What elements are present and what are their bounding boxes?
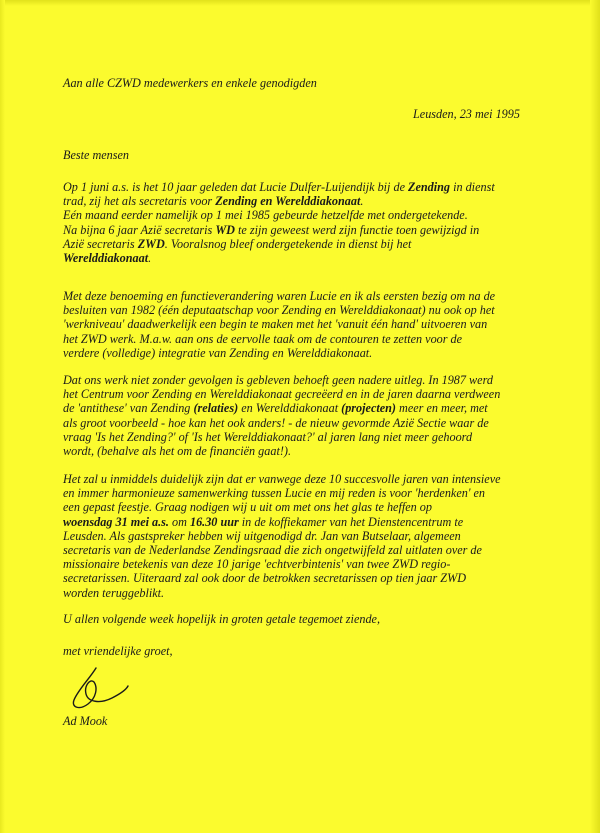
text-run: missionaire betekenis van deze 10 jarige 'echtverbintenis' van twee ZWD regio- bbox=[63, 557, 451, 572]
paragraph-line bbox=[63, 486, 533, 500]
paragraph-line bbox=[63, 317, 533, 331]
text-run: een gepast feestje. Graag nodigen wij u uit om met ons het glas te heffen op bbox=[63, 500, 432, 515]
paragraph-line bbox=[63, 208, 533, 222]
text-run: U allen volgende week hopelijk in groten getale tegemoet ziende, bbox=[63, 612, 380, 626]
paragraph-line bbox=[63, 180, 533, 194]
bold-text-run: (projecten) bbox=[341, 401, 396, 416]
paragraph-3 bbox=[63, 373, 533, 458]
paragraph-line bbox=[63, 472, 533, 486]
paragraph-line bbox=[63, 223, 533, 237]
text-run: en Werelddiakonaat bbox=[238, 401, 342, 416]
bold-text-run: woensdag 31 mei a.s. bbox=[63, 514, 169, 529]
paragraph-line bbox=[63, 373, 533, 387]
letter-date: Leusden, 23 mei 1995 bbox=[413, 107, 520, 121]
bold-text-run: Zending en Werelddiakonaat bbox=[215, 194, 361, 209]
paragraph-line bbox=[63, 346, 533, 360]
text-run: Dat ons werk niet zonder gevolgen is gebleven behoeft geen nadere uitleg. In 1987 werd bbox=[63, 373, 493, 387]
text-run: besluiten van 1982 (één deputaatschap voor Zending en Werelddiakonaat) nu ook op het bbox=[63, 303, 495, 318]
paragraph-line bbox=[63, 515, 533, 529]
text-run: het ZWD werk. M.a.w. aan ons de eervolle taak om de contouren te zetten voor de bbox=[63, 331, 463, 346]
paragraph-line bbox=[63, 557, 533, 571]
paragraph-line bbox=[63, 571, 533, 585]
paragraph-line bbox=[63, 237, 533, 251]
bold-text-run: 16.30 uur bbox=[189, 514, 239, 529]
paragraph-4 bbox=[63, 472, 533, 600]
text-run: meer en meer, met bbox=[395, 401, 488, 416]
text-run: Azië secretaris bbox=[63, 236, 138, 251]
bold-text-run: (relaties) bbox=[193, 401, 239, 416]
salutation: Beste mensen bbox=[63, 148, 129, 162]
text-run: Na bijna 6 jaar Azië secretaris bbox=[63, 222, 216, 237]
text-run: . bbox=[360, 194, 364, 209]
paper-edge-left bbox=[0, 0, 5, 833]
paragraph-line bbox=[63, 529, 533, 543]
paragraph-line bbox=[63, 444, 533, 458]
text-run: verdere (volledige) integratie van Zending en Werelddiakonaat. bbox=[63, 345, 373, 360]
paragraph-line bbox=[63, 194, 533, 208]
text-run: secretaris van de Nederlandse Zendingsraad die zich ongetwijfeld zal uitlaten over de bbox=[63, 543, 482, 558]
signatory-name: Ad Mook bbox=[63, 714, 108, 728]
text-run: Leusden. Als gastspreker hebben wij uitgenodigd dr. Jan van Butselaar, algemeen bbox=[63, 528, 461, 543]
text-run: 'werkniveau' daadwerkelijk een begin te maken met het 'vanuit één hand' uitvoeren van bbox=[63, 317, 488, 332]
paragraph-line bbox=[63, 332, 533, 346]
text-run: . bbox=[148, 251, 152, 266]
text-run: als groot voorbeeld - hoe kan het ook anders! - de nieuw gevormde Azië Sectie waar de bbox=[63, 415, 489, 430]
text-run: om bbox=[168, 514, 190, 529]
paragraph-line bbox=[63, 586, 533, 600]
text-run: worden teruggeblikt. bbox=[63, 585, 165, 600]
bold-text-run: ZWD bbox=[137, 236, 165, 251]
paragraph-line bbox=[63, 387, 533, 401]
text-run: Op 1 juni a.s. is het 10 jaar geleden dat Lucie Dulfer-Luijendijk bij de bbox=[63, 180, 409, 194]
text-run: de 'antithese' van Zending bbox=[63, 401, 194, 416]
text-run: te zijn geweest werd zijn functie toen gewijzigd in bbox=[234, 222, 480, 237]
paragraph-2 bbox=[63, 289, 533, 360]
text-run: Met deze benoeming en functieverandering waren Lucie en ik als eersten bezig om na de bbox=[63, 289, 496, 303]
paragraph-line bbox=[63, 543, 533, 557]
paragraph-line bbox=[63, 289, 533, 303]
bold-text-run: Zending bbox=[408, 180, 451, 194]
bold-text-run: Werelddiakonaat bbox=[63, 251, 149, 266]
paragraph-line bbox=[63, 430, 533, 444]
paragraph-line bbox=[63, 612, 533, 626]
text-run: . Vooralsnog bleef ondergetekende in dienst bij het bbox=[164, 236, 412, 251]
text-run: wordt, (behalve als het om de financiën gaat!). bbox=[63, 444, 292, 459]
paragraph-line bbox=[63, 303, 533, 317]
text-run: Eén maand eerder namelijk op 1 mei 1985 gebeurde hetzelfde met ondergetekende. bbox=[63, 208, 468, 223]
text-run: in dienst bbox=[450, 180, 495, 194]
paragraph-line bbox=[63, 500, 533, 514]
text-run: en immer harmonieuze samenwerking tussen Lucie en mij reden is voor 'herdenken' en bbox=[63, 486, 485, 501]
addressee-line: Aan alle CZWD medewerkers en enkele genodigden bbox=[63, 76, 317, 90]
handwritten-signature bbox=[66, 664, 132, 714]
text-run: Het zal u inmiddels duidelijk zijn dat er vanwege deze 10 succesvolle jaren van intensieve bbox=[63, 472, 501, 486]
bold-text-run: WD bbox=[215, 222, 235, 237]
paragraph-line bbox=[63, 416, 533, 430]
paragraph-line bbox=[63, 401, 533, 415]
text-run: in de koffiekamer van het Dienstencentrum te bbox=[238, 514, 464, 529]
text-run: secretarissen. Uiteraard zal ook door de betrokken secretarissen op tien jaar ZWD bbox=[63, 571, 467, 586]
paper-edge-top bbox=[0, 0, 600, 6]
paragraph-1 bbox=[63, 180, 533, 265]
paper-edge-right bbox=[590, 0, 600, 833]
paragraph-line bbox=[63, 251, 533, 265]
paragraph-5 bbox=[63, 612, 533, 626]
text-run: vraag 'Is het Zending?' of 'Is het Werelddiakonaat?' al jaren lang niet meer gehoord bbox=[63, 429, 473, 444]
text-run: het Centrum voor Zending en Werelddiakonaat gecreëerd en in de jaren daarna verdween bbox=[63, 387, 501, 402]
closing-line: met vriendelijke groet, bbox=[63, 644, 173, 658]
text-run: trad, zij het als secretaris voor bbox=[63, 194, 216, 209]
